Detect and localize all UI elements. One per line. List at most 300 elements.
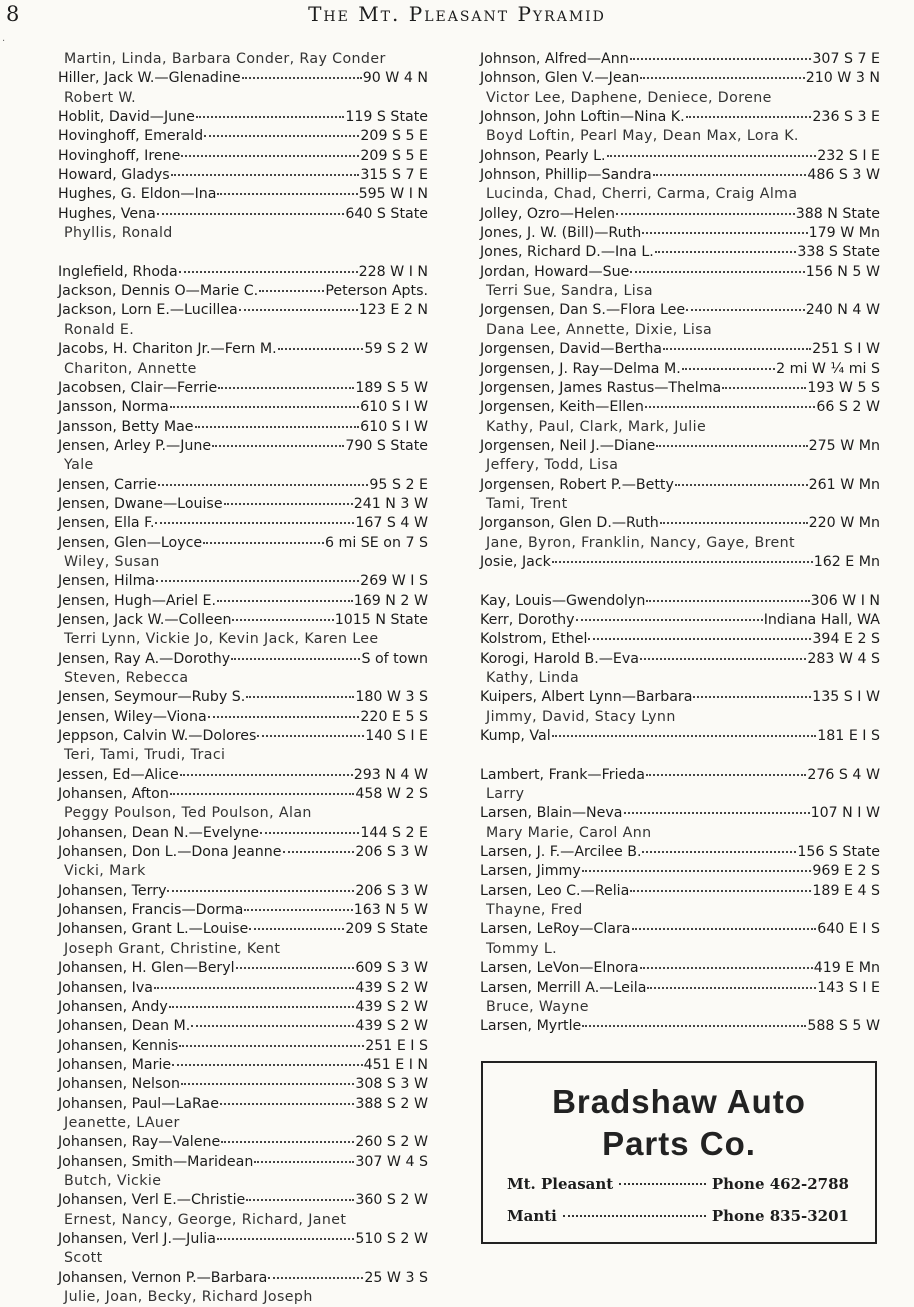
entry-name: Johansen, Afton bbox=[58, 786, 169, 803]
dot-leader bbox=[156, 570, 359, 582]
dot-leader bbox=[195, 416, 360, 428]
family-members: Ronald E. bbox=[64, 321, 135, 338]
directory-entry bbox=[58, 1153, 428, 1172]
entry-name: Hughes, G. Eldon—Ina bbox=[58, 186, 217, 203]
dot-leader bbox=[640, 648, 806, 660]
dot-leader bbox=[179, 1035, 364, 1047]
directory-entry bbox=[480, 882, 880, 901]
entry-address: 107 N I W bbox=[810, 805, 880, 822]
entry-name: Jensen, Glen—Loyce bbox=[58, 534, 203, 551]
directory-entry bbox=[480, 514, 880, 533]
entry-name: Jorgensen, James Rastus—Thelma bbox=[480, 379, 722, 396]
dot-leader bbox=[170, 783, 354, 795]
directory-entry bbox=[58, 824, 428, 843]
entry-name: Jordan, Howard—Sue bbox=[480, 263, 630, 280]
ad-phone-row bbox=[483, 1207, 875, 1225]
entry-name: Jensen, Carrie bbox=[58, 476, 157, 493]
family-members: Boyd Loftin, Pearl May, Dean Max, Lora K. bbox=[486, 128, 799, 145]
family-members: Scott bbox=[64, 1250, 103, 1267]
entry-address: 251 E I S bbox=[365, 1037, 428, 1054]
entry-address: 419 E Mn bbox=[813, 960, 880, 977]
directory-entry bbox=[480, 766, 880, 785]
dot-leader bbox=[260, 822, 359, 834]
entry-address: 232 S I E bbox=[817, 147, 880, 164]
dot-leader bbox=[221, 1131, 354, 1143]
dot-leader bbox=[232, 609, 333, 621]
directory-entry bbox=[480, 69, 880, 88]
dot-leader bbox=[217, 183, 357, 195]
dot-leader bbox=[212, 435, 344, 447]
directory-entry bbox=[58, 1269, 428, 1288]
directory-entry bbox=[58, 785, 428, 804]
dot-leader bbox=[157, 203, 345, 215]
entry-name: Jensen, Ray A.—Dorothy bbox=[58, 650, 231, 667]
dot-leader bbox=[686, 106, 812, 118]
entry-name: Jorganson, Glen D.—Ruth bbox=[480, 515, 659, 532]
dot-leader bbox=[203, 532, 324, 544]
family-members: Ernest, Nancy, George, Richard, Janet bbox=[64, 1211, 347, 1228]
entry-name: Jessen, Ed—Alice bbox=[58, 766, 179, 783]
entry-address: 25 W 3 S bbox=[364, 1269, 428, 1286]
entry-address: 338 S State bbox=[797, 244, 880, 261]
entry-address: 167 S 4 W bbox=[355, 515, 428, 532]
entry-name: Jorgensen, Keith—Ellen bbox=[480, 399, 644, 416]
entry-name: Hiller, Jack W.—Glenadine bbox=[58, 70, 241, 87]
dot-leader bbox=[181, 1073, 354, 1085]
family-members: Dana Lee, Annette, Dixie, Lisa bbox=[486, 321, 713, 338]
dot-leader bbox=[630, 48, 812, 60]
ad-phone: Phone 835-3201 bbox=[711, 1207, 849, 1225]
dot-leader bbox=[217, 1228, 354, 1240]
entry-name: Johnson, John Loftin—Nina K. bbox=[480, 109, 685, 126]
entry-name: Hughes, Vena bbox=[58, 205, 156, 222]
dot-leader bbox=[191, 1015, 354, 1027]
entry-name: Johansen, Verl E.—Christie bbox=[58, 1192, 246, 1209]
entry-name: Howard, Gladys bbox=[58, 167, 170, 184]
directory-entry bbox=[58, 611, 428, 630]
entry-name: Jansson, Norma bbox=[58, 399, 169, 416]
dot-leader bbox=[655, 241, 797, 253]
entry-address: 163 N 5 W bbox=[353, 902, 428, 919]
family-members: Chariton, Annette bbox=[64, 360, 197, 377]
dot-leader bbox=[640, 957, 813, 969]
entry-name: Kuipers, Albert Lynn—Barbara bbox=[480, 689, 693, 706]
entry-name: Jorgensen, J. Ray—Delma M. bbox=[480, 360, 681, 377]
entry-address: 388 N State bbox=[795, 205, 880, 222]
entry-address: 588 S 5 W bbox=[807, 1018, 880, 1035]
directory-left-column bbox=[58, 50, 428, 1307]
entry-name: Hovinghoff, Irene bbox=[58, 147, 181, 164]
directory-entry bbox=[480, 979, 880, 998]
page-title: The Mt. Pleasant Pyramid bbox=[308, 2, 606, 26]
directory-entry bbox=[480, 360, 880, 379]
entry-address: 260 S 2 W bbox=[355, 1134, 428, 1151]
dot-leader bbox=[686, 299, 805, 311]
family-members: Jeffery, Todd, Lisa bbox=[486, 457, 619, 474]
entry-name: Jensen, Arley P.—June bbox=[58, 437, 212, 454]
dot-leader bbox=[179, 261, 358, 273]
family-members: Larry bbox=[486, 786, 525, 803]
entry-address: 640 E I S bbox=[817, 921, 880, 938]
entry-address: 66 S 2 W bbox=[816, 399, 880, 416]
entry-address: 293 N 4 W bbox=[353, 766, 428, 783]
dot-leader bbox=[588, 628, 811, 640]
family-members: Kathy, Paul, Clark, Mark, Julie bbox=[486, 418, 707, 435]
entry-address: 240 N 4 W bbox=[805, 302, 880, 319]
dot-leader bbox=[283, 841, 355, 853]
entry-address: 595 W I N bbox=[358, 186, 428, 203]
dot-leader bbox=[172, 1054, 363, 1066]
entry-address: 261 W Mn bbox=[808, 476, 880, 493]
entry-name: Larsen, Jimmy bbox=[480, 863, 581, 880]
directory-entry bbox=[480, 1017, 880, 1036]
directory-entry bbox=[480, 437, 880, 456]
entry-address: 95 S 2 E bbox=[369, 476, 428, 493]
entry-name: Kolstrom, Ethel bbox=[480, 631, 588, 648]
entry-name: Jansson, Betty Mae bbox=[58, 418, 194, 435]
entry-address: 439 S 2 W bbox=[355, 979, 428, 996]
entry-name: Jensen, Dwane—Louise bbox=[58, 495, 223, 512]
entry-address: 206 S 3 W bbox=[355, 882, 428, 899]
entry-address: 180 W 3 S bbox=[355, 689, 428, 706]
entry-name: Johansen, H. Glen—Beryl bbox=[58, 960, 235, 977]
entry-address: 206 S 3 W bbox=[355, 844, 428, 861]
entry-address: 193 W 5 S bbox=[807, 379, 880, 396]
dot-leader bbox=[607, 145, 817, 157]
family-members: Martin, Linda, Barbara Conder, Ray Conder bbox=[64, 51, 386, 67]
entry-name: Johnson, Phillip—Sandra bbox=[480, 167, 652, 184]
directory-entry bbox=[58, 205, 428, 224]
dot-leader bbox=[181, 145, 359, 157]
entry-name: Johansen, Dean N.—Evelyne bbox=[58, 824, 259, 841]
entry-name: Hoblit, David—June bbox=[58, 109, 195, 126]
ad-dot-leader bbox=[563, 1215, 706, 1217]
dot-leader bbox=[246, 686, 354, 698]
family-members: Jeanette, LAuer bbox=[64, 1114, 180, 1131]
family-members: Butch, Vickie bbox=[64, 1172, 162, 1189]
entry-address: 315 S 7 E bbox=[360, 167, 428, 184]
entry-name: Larsen, Blain—Neva bbox=[480, 805, 623, 822]
family-members: Victor Lee, Daphene, Deniece, Dorene bbox=[486, 89, 772, 106]
entry-name: Larsen, Merrill A.—Leila bbox=[480, 979, 647, 996]
entry-address: 119 S State bbox=[345, 109, 428, 126]
entry-address: 275 W Mn bbox=[808, 437, 880, 454]
directory-entry bbox=[58, 301, 428, 320]
directory-entry bbox=[480, 108, 880, 127]
entry-name: Kerr, Dorothy bbox=[480, 611, 575, 628]
entry-address: 388 S 2 W bbox=[355, 1095, 428, 1112]
family-members: Thayne, Fred bbox=[486, 902, 583, 919]
directory-entry bbox=[480, 727, 880, 746]
dot-leader bbox=[155, 512, 354, 524]
entry-address: 269 W I S bbox=[360, 573, 428, 590]
dot-leader bbox=[278, 338, 364, 350]
scan-mark: · bbox=[2, 36, 6, 47]
entry-address: 156 S State bbox=[797, 844, 880, 861]
entry-address: 451 E I N bbox=[363, 1056, 428, 1073]
directory-entry bbox=[58, 920, 428, 939]
entry-name: Jensen, Hugh—Ariel E. bbox=[58, 592, 217, 609]
ad-title-line1: Bradshaw Auto bbox=[552, 1083, 806, 1120]
entry-address: 181 E I S bbox=[817, 728, 880, 745]
entry-name: Johansen, Terry bbox=[58, 882, 167, 899]
directory-entry bbox=[58, 69, 428, 88]
entry-address: Peterson Apts. bbox=[325, 283, 428, 300]
entry-name: Johansen, Ray—Valene bbox=[58, 1134, 221, 1151]
dot-leader bbox=[220, 1093, 354, 1105]
directory-entry bbox=[480, 398, 880, 417]
family-members: Bruce, Wayne bbox=[486, 998, 589, 1015]
entry-name: Korogi, Harold B.—Eva bbox=[480, 650, 639, 667]
family-members: Yale bbox=[64, 457, 94, 474]
entry-name: Johansen, Don L.—Dona Jeanne bbox=[58, 844, 282, 861]
entry-address: 220 W Mn bbox=[808, 515, 880, 532]
family-members: Terri Sue, Sandra, Lisa bbox=[486, 283, 653, 300]
entry-address: 610 S I W bbox=[360, 399, 428, 416]
dot-leader bbox=[171, 164, 360, 176]
family-members: Jane, Byron, Franklin, Nancy, Gaye, Brent bbox=[486, 534, 796, 551]
dot-leader bbox=[242, 67, 362, 79]
entry-name: Johnson, Alfred—Ann bbox=[480, 51, 629, 67]
entry-name: Kay, Louis—Gwendolyn bbox=[480, 592, 646, 609]
entry-address: 123 E 2 N bbox=[358, 302, 428, 319]
entry-name: Jones, Richard D.—Ina L. bbox=[480, 244, 654, 261]
entry-name: Johansen, Iva bbox=[58, 979, 153, 996]
entry-address: 439 S 2 W bbox=[355, 1018, 428, 1035]
directory-entry bbox=[58, 340, 428, 359]
entry-name: Jensen, Seymour—Ruby S. bbox=[58, 689, 246, 706]
entry-name: Johansen, Francis—Dorma bbox=[58, 902, 244, 919]
entry-name: Kump, Val bbox=[480, 728, 551, 745]
family-members: Tommy L. bbox=[486, 940, 558, 957]
entry-address: 276 S 4 W bbox=[807, 766, 880, 783]
dot-leader bbox=[236, 957, 355, 969]
page-number: 8 bbox=[6, 2, 20, 26]
dot-leader bbox=[722, 377, 806, 389]
entry-name: Larsen, Myrtle bbox=[480, 1018, 582, 1035]
entry-address: S of town bbox=[361, 650, 428, 667]
entry-name: Johansen, Marie bbox=[58, 1056, 172, 1073]
dot-leader bbox=[616, 203, 795, 215]
entry-name: Larsen, LeRoy—Clara bbox=[480, 921, 631, 938]
dot-leader bbox=[257, 725, 364, 737]
dot-leader bbox=[218, 377, 354, 389]
dot-leader bbox=[656, 435, 807, 447]
dot-leader bbox=[158, 474, 369, 486]
entry-name: Jacobsen, Clair—Ferrie bbox=[58, 379, 218, 396]
entry-name: Jones, J. W. (Bill)—Ruth bbox=[480, 225, 642, 242]
dot-leader bbox=[582, 860, 812, 872]
entry-name: Jensen, Jack W.—Colleen bbox=[58, 611, 232, 628]
entry-name: Larsen, LeVon—Elnora bbox=[480, 960, 639, 977]
dot-leader bbox=[254, 1151, 354, 1163]
entry-address: 609 S 3 W bbox=[355, 960, 428, 977]
directory-entry bbox=[58, 1133, 428, 1152]
ad-phone: Phone 462-2788 bbox=[711, 1175, 849, 1193]
dot-leader bbox=[154, 977, 354, 989]
entry-name: Johnson, Glen V.—Jean bbox=[480, 70, 640, 87]
family-members: Robert W. bbox=[64, 89, 137, 106]
entry-address: 236 S 3 E bbox=[812, 109, 880, 126]
entry-address: 135 S I W bbox=[812, 689, 880, 706]
dot-leader bbox=[552, 551, 813, 563]
dot-leader bbox=[196, 106, 344, 118]
dot-leader bbox=[624, 802, 810, 814]
entry-address: 283 W 4 S bbox=[807, 650, 880, 667]
ad-dot-leader bbox=[619, 1183, 706, 1185]
directory-entry bbox=[58, 263, 428, 282]
family-members: Phyllis, Ronald bbox=[64, 225, 173, 242]
dot-leader bbox=[642, 841, 796, 853]
entry-address: 156 N 5 W bbox=[805, 263, 880, 280]
ad-location: Manti bbox=[507, 1207, 557, 1225]
directory-entry bbox=[480, 301, 880, 320]
directory-entry bbox=[480, 804, 880, 823]
entry-name: Jeppson, Calvin W.—Dolores bbox=[58, 728, 257, 745]
dot-leader bbox=[217, 590, 353, 602]
dot-leader bbox=[259, 280, 324, 292]
entry-address: 189 S 5 W bbox=[355, 379, 428, 396]
family-members: Wiley, Susan bbox=[64, 553, 160, 570]
dot-leader bbox=[224, 493, 353, 505]
entry-address: 394 E 2 S bbox=[812, 631, 880, 648]
dot-leader bbox=[693, 686, 811, 698]
family-members: Tami, Trent bbox=[486, 495, 568, 512]
directory-entry bbox=[58, 1095, 428, 1114]
dot-leader bbox=[169, 996, 355, 1008]
ad-phone-row bbox=[483, 1175, 875, 1193]
dot-leader bbox=[246, 1189, 354, 1201]
entry-address: 640 S State bbox=[345, 205, 428, 222]
dot-leader bbox=[630, 261, 804, 273]
entry-name: Larsen, J. F.—Arcilee B. bbox=[480, 844, 642, 861]
dot-leader bbox=[170, 396, 359, 408]
family-members: Mary Marie, Carol Ann bbox=[486, 824, 652, 841]
entry-address: 220 E 5 S bbox=[360, 708, 428, 725]
entry-address: 169 N 2 W bbox=[353, 592, 428, 609]
dot-leader bbox=[660, 512, 808, 524]
directory-entry bbox=[480, 688, 880, 707]
entry-address: 1015 N State bbox=[334, 611, 428, 628]
entry-address: 140 S I E bbox=[365, 728, 428, 745]
entry-address: 308 S 3 W bbox=[355, 1076, 428, 1093]
entry-address: 458 W 2 S bbox=[355, 786, 428, 803]
entry-name: Jolley, Ozro—Helen bbox=[480, 205, 615, 222]
dot-leader bbox=[239, 299, 358, 311]
family-members: Joseph Grant, Christine, Kent bbox=[64, 940, 281, 957]
entry-address: 162 E Mn bbox=[813, 553, 880, 570]
entry-name: Johansen, Paul—LaRae bbox=[58, 1095, 219, 1112]
directory-entry bbox=[480, 340, 880, 359]
dot-leader bbox=[646, 764, 806, 776]
entry-name: Jackson, Lorn E.—Lucillea bbox=[58, 302, 238, 319]
entry-address: 209 S State bbox=[345, 921, 428, 938]
entry-address: 179 W Mn bbox=[808, 225, 880, 242]
entry-address: 486 S 3 W bbox=[807, 167, 880, 184]
directory-entry bbox=[58, 727, 428, 746]
entry-name: Jensen, Wiley—Viona bbox=[58, 708, 207, 725]
entry-address: 209 S 5 E bbox=[360, 147, 428, 164]
entry-name: Inglefield, Rhoda bbox=[58, 263, 178, 280]
family-members: Jimmy, David, Stacy Lynn bbox=[486, 708, 676, 725]
family-members: Terri Lynn, Vickie Jo, Kevin Jack, Karen Lee bbox=[64, 631, 379, 648]
family-members: Julie, Joan, Becky, Richard Joseph bbox=[64, 1289, 313, 1305]
directory-entry bbox=[480, 920, 880, 939]
directory-entry bbox=[58, 650, 428, 669]
entry-address: 144 S 2 E bbox=[360, 824, 428, 841]
directory-entry bbox=[58, 843, 428, 862]
dot-leader bbox=[630, 880, 811, 892]
entry-name: Johansen, Grant L.—Louise bbox=[58, 921, 249, 938]
entry-name: Johansen, Smith—Maridean bbox=[58, 1153, 254, 1170]
dot-leader bbox=[231, 648, 360, 660]
entry-name: Josie, Jack bbox=[480, 553, 551, 570]
dot-leader bbox=[663, 338, 811, 350]
directory-entry bbox=[58, 901, 428, 920]
dot-leader bbox=[640, 67, 804, 79]
directory-entry bbox=[58, 1191, 428, 1210]
dot-leader bbox=[167, 880, 354, 892]
entry-address: 210 W 3 N bbox=[805, 70, 880, 87]
dot-leader bbox=[675, 474, 808, 486]
directory-entry bbox=[480, 553, 880, 572]
entry-address: Indiana Hall, WA bbox=[763, 611, 880, 628]
dot-leader bbox=[208, 706, 360, 718]
directory-entry bbox=[58, 1230, 428, 1249]
entry-name: Jorgensen, Robert P.—Betty bbox=[480, 476, 674, 493]
entry-address: 241 N 3 W bbox=[353, 495, 428, 512]
ad-title-line2: Parts Co. bbox=[602, 1125, 756, 1162]
dot-leader bbox=[576, 609, 763, 621]
entry-address: 59 S 2 W bbox=[364, 341, 428, 358]
advertisement-box bbox=[481, 1061, 877, 1244]
entry-name: Johansen, Vernon P.—Barbara bbox=[58, 1269, 268, 1286]
entry-address: 510 S 2 W bbox=[355, 1230, 428, 1247]
entry-address: 307 S 7 E bbox=[812, 51, 880, 67]
family-members: Peggy Poulson, Ted Poulson, Alan bbox=[64, 805, 312, 822]
directory-entry bbox=[480, 263, 880, 282]
family-members: Kathy, Linda bbox=[486, 670, 580, 686]
directory-entry bbox=[480, 166, 880, 185]
entry-address: 143 S I E bbox=[817, 979, 880, 996]
entry-name: Johnson, Pearly L. bbox=[480, 147, 606, 164]
family-members: Teri, Tami, Trudi, Traci bbox=[64, 747, 226, 764]
dot-leader bbox=[632, 918, 817, 930]
directory-entry bbox=[480, 476, 880, 495]
dot-leader bbox=[244, 899, 352, 911]
directory-entry bbox=[480, 650, 880, 669]
entry-name: Johansen, Andy bbox=[58, 998, 168, 1015]
entry-address: 439 S 2 W bbox=[355, 998, 428, 1015]
directory-entry bbox=[58, 882, 428, 901]
family-members: Steven, Rebecca bbox=[64, 670, 189, 686]
dot-leader bbox=[204, 125, 359, 137]
dot-leader bbox=[180, 764, 353, 776]
entry-name: Johansen, Kennis bbox=[58, 1037, 179, 1054]
dot-leader bbox=[647, 977, 816, 989]
entry-address: 969 E 2 S bbox=[812, 863, 880, 880]
entry-address: 790 S State bbox=[345, 437, 428, 454]
entry-name: Larsen, Leo C.—Relia bbox=[480, 882, 630, 899]
entry-address: 228 W I N bbox=[358, 263, 428, 280]
dot-leader bbox=[682, 358, 775, 370]
ad-location: Mt. Pleasant bbox=[507, 1175, 614, 1193]
directory-entry bbox=[58, 437, 428, 456]
family-members: Lucinda, Chad, Cherri, Carma, Craig Alma bbox=[486, 186, 798, 203]
dot-leader bbox=[552, 725, 817, 737]
entry-name: Johansen, Nelson bbox=[58, 1076, 181, 1093]
entry-address: 90 W 4 N bbox=[362, 70, 428, 87]
